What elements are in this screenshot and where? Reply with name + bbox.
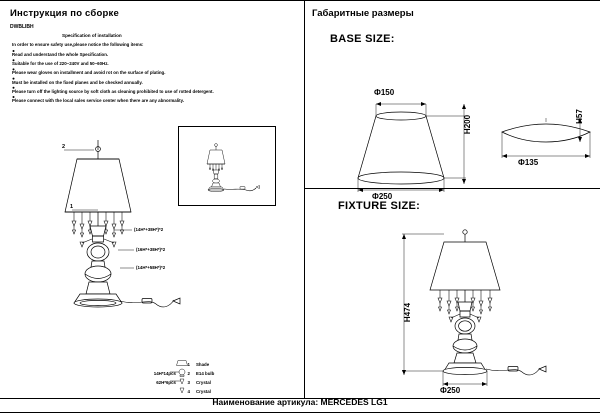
legend-qty: 2 [187,371,190,376]
article-name: Наименование артикула: MERCEDES LG1 [212,397,388,407]
spec-bullet: Suitable for the use of 220~240V and 50~60Hz. [12,61,109,67]
callout-crystal-a: (14H*+38H*)*2 [134,227,164,232]
legend-row [178,387,214,396]
base-bottom-diameter: Ф250 [372,192,393,201]
legend-name: E14 bulb [196,371,215,376]
callout-crystal-b: (16H*+38H*)*2 [136,247,166,252]
parts-legend [178,360,214,396]
legend-left-item: 14H*14pcs [153,371,176,376]
base-side-diameter: Ф135 [518,158,539,167]
base-top-diameter: Ф150 [374,88,395,97]
callout-number-2: 2 [62,144,66,150]
spec-bullet: Read and understand the whole Specification. [12,52,109,57]
model-code: DWBLIBH [10,24,34,30]
right-panel-title: Габаритные размеры [312,8,414,19]
legend-qty: 4 [187,389,190,394]
base-height: H200 [463,114,473,135]
callout-leaders [0,0,300,400]
fixture-base-diameter: Ф250 [440,386,461,395]
spec-bullet: Must be installed on the fixed planes and be checked annually. [12,79,143,85]
spec-bullet: Please turn off the lighting source by soft cloth as cleaning prohibited to use of rotted detergent. [12,88,214,94]
callout-number-1: 1 [70,204,74,210]
spec-title: Specification of installation [62,33,122,38]
fixture-size-drawing [304,220,600,390]
legend-qty: 3 [187,380,190,385]
spec-intro: In order to ensure safety use,please notice the following items: [12,42,144,47]
base-size-drawing [304,60,600,188]
fixture-size-title: FIXTURE SIZE: [338,200,421,212]
base-size-title: BASE SIZE: [330,33,395,45]
legend-qty: 1 [187,362,190,367]
fixture-height: H474 [403,302,413,323]
legend-name: Shade [196,362,210,367]
right-section-divider [304,188,600,189]
spec-bullet: Please connect with the local sales service center when there are any abnormality. [12,98,184,104]
legend-name: Crystal [196,380,211,385]
legend-left-item: 62H*6pcs [156,380,176,385]
legend-row [178,369,214,378]
legend-row [178,360,214,369]
legend-left-labels [132,369,176,387]
legend-name: Crystal [196,389,211,394]
legend-row [178,378,214,387]
left-panel-title: Инструкция по сборке [10,8,119,19]
callout-crystal-c: (14H*+58H*)*2 [136,265,166,270]
base-side-height: H57 [574,109,584,124]
spec-bullet: Please wear gloves on installment and avoid rot on the surface of plating. [12,70,166,76]
